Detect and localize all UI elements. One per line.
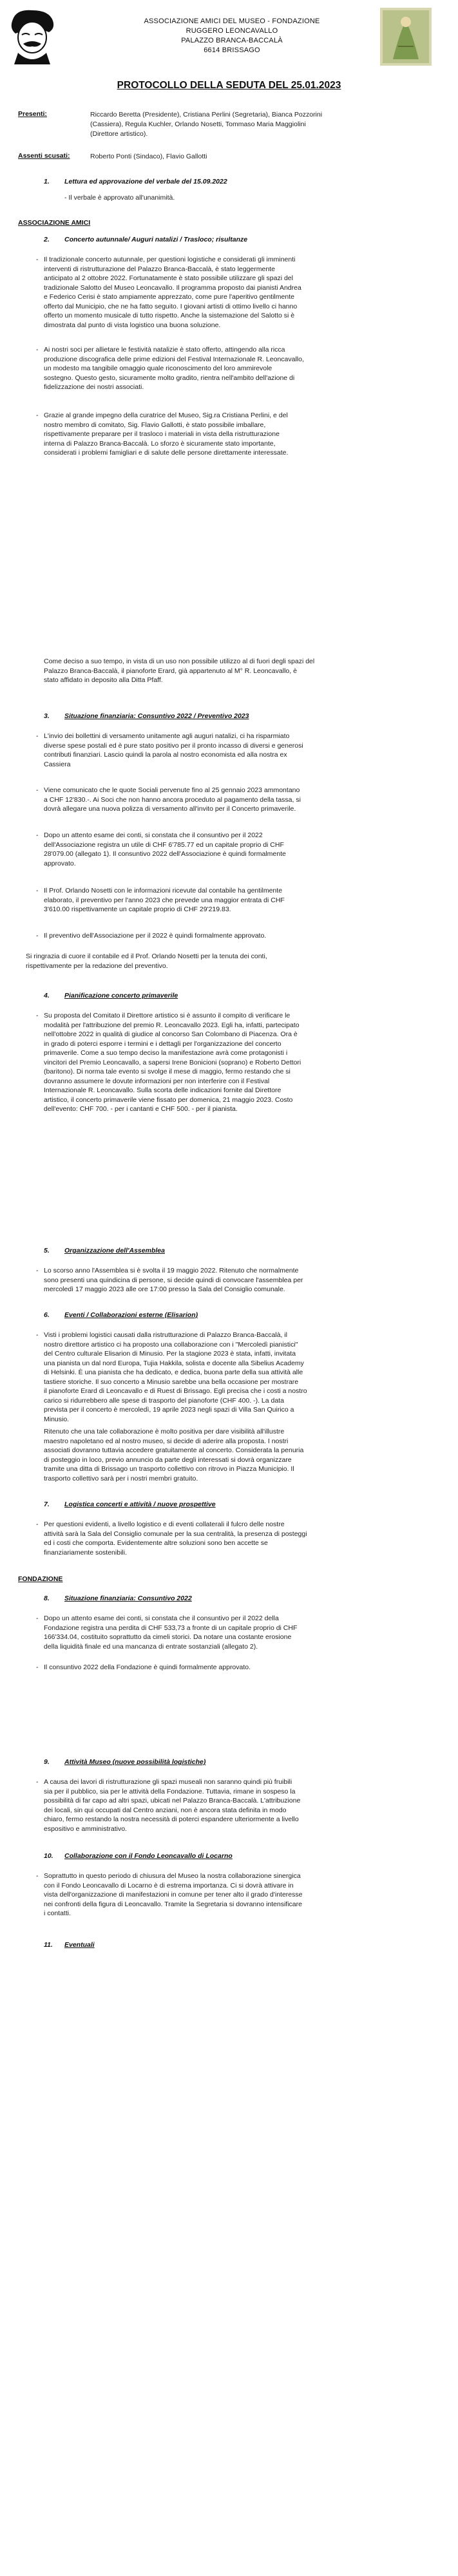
text-line: Come deciso a suo tempo, in vista di un uso non possibile utilizzo al di fuori degli spazi del [44,658,315,665]
section-4-premio [44,1011,421,1114]
text-line: diverse spese postali ed è pure stato positivo per il pronto incasso di diversi e generosi [44,741,303,750]
text-line: - Visti i problemi logistici causati dalla ristrutturazione di Palazzo Branca-Baccalà, il [44,1331,287,1339]
presenti-line-3: (Direttore artistico). [90,130,148,138]
section-9-number: 9. [44,1758,50,1766]
text-line: dovranno assumere le dovute informazioni per non interferire con il Festival [44,1077,270,1085]
text-line: fidelizzazione dei nostri associati. [44,383,144,391]
text-line: sia per il pubblico, sia per le attività della Fondazione. Tuttavia, rimane in sospeso la [44,1787,296,1795]
text-line: di Helsinki. È una pianista che ha dedicato, e dedica, buona parte della sua attività alle [44,1368,303,1376]
section-6-elisarion [44,1331,421,1424]
section-9-museo [44,1777,421,1833]
text-line: - Viene comunicato che le quote Sociali pervenute fino al 25 gennaio 2023 ammontano [44,786,300,794]
text-line: artistico, il concerto primaverile viene fissato per domenica, 21 maggio 2023. Costo [44,1095,293,1104]
text-line: possibilità di far capo ad altri spazi, ubicati nel Palazzo Branca-Baccalà. L'attribuzione [44,1797,301,1804]
text-line: espositivo e amministrativo. [44,1824,127,1833]
text-line: tradizionale Salotto del Museo Leoncavallo. Il programma proposto dai pianisti Andrea [44,283,301,292]
section-10-title: Collaborazione con il Fondo Leoncavallo di Locarno [64,1852,233,1860]
text-line: Si ringrazia di cuore il contabile ed il Prof. Orlando Nosetti per la tenuta dei conti, [26,952,267,960]
section-4-title: Pianificazione concerto primaverile [64,992,178,999]
section-8-title: Situazione finanziaria: Consuntivo 2022 [64,1595,192,1602]
text-line: stato affidato in deposito alla Ditta Pfaff. [44,676,163,684]
illustration-logo [380,8,432,66]
section-3-number: 3. [44,712,50,720]
text-line: - Il tradizionale concerto autunnale, per questioni logistiche e considerati gli imminenti [44,256,296,263]
section-9-title: Attività Museo (nuove possibilità logistiche) [64,1758,206,1766]
text-line: nostro membro di comitato, Sig. Flavio Gallotti, è stato possibile imballare, [44,421,266,429]
text-line: attività sarà la Sala del Consiglio comunale per la sua centralità, la presenza di posteggi [44,1530,307,1538]
section-2-paragraph-pianoforte [44,657,421,685]
text-line: offerto dal Municipio, che ne ha fatto seguito. I giovani artisti di ottimo livello ci hanno [44,302,298,310]
section-4-number: 4. [44,992,50,999]
text-line: finanziariamente sostenibili. [44,1548,127,1557]
section-3-title: Situazione finanziaria: Consuntivo 2022 / Preventivo 2023 [64,712,249,720]
section-7-title: Logistica concerti e attività / nuove prospettive [64,1501,216,1508]
assenti-label: Assenti scusati: [18,152,70,160]
text-line: elaborato, il preventivo per l'anno 2023 che prevede una maggior entrata di CHF [44,896,285,904]
section-7-number: 7. [44,1501,50,1508]
text-line: offerto un momento musicale di tutto rispetto. Anche la sistemazione del Salotto si è [44,312,295,319]
text-line: - Il Prof. Orlando Nosetti con le informazioni ricevute dal contabile ha gentilmente [44,887,283,895]
text-line: sono presenti una quindicina di persone, si decide quindi di convocare l'assemblea per [44,1276,303,1284]
text-line: vincitori del Premio Leoncavallo, a sapersi Irene Bonicioni (soprano) e Roberto Dettori [44,1058,301,1066]
text-line: i contatti. [44,1909,72,1917]
text-line: 28'079.00 (allegato 1). Il consuntivo 2022 dell'Associazione è quindi formalmente [44,850,286,858]
text-line: un modesto ma tangibile omaggio quale riconoscimento del loro ammirevole [44,365,272,372]
fondazione-heading: FONDAZIONE [18,1575,63,1583]
text-line: approvato. [44,859,76,867]
section-1-title: Lettura ed approvazione del verbale del 15.09.2022 [64,178,227,185]
section-3-preventivo [44,886,421,914]
text-line: maestro napoletano ed al nostro museo, si decide di aderire alla proposta. I nostri [44,1437,289,1445]
section-7-logistica [44,1520,421,1557]
text-line: chiaro, fermo restando la nostra necessità di poterci espandere ulteriormente a livello [44,1815,299,1823]
text-line: del Centro culturale Elisarion di Minusio. Per la stagione 2023 è stata, infatti, invitata [44,1350,296,1358]
text-line: - Dopo un attento esame dei conti, si constata che il consuntivo per il 2022 [44,831,263,839]
presenti-line-1: Riccardo Beretta (Presidente), Cristiana Perlini (Segretaria), Bianca Pozzorini [90,111,323,118]
text-line: vista dell'organizzazione di manifestazioni in comune per tener alto il grado d'interesse [44,1891,303,1899]
section-3-bollettini [44,732,421,769]
text-line: dovrà allegare una nuova polizza di versamento all'invito per il Concerto primaverile. [44,805,296,813]
text-line: mercoledì 17 maggio 2023 alle ore 17:00 presso la Sala del Consiglio comunale. [44,1285,285,1293]
text-line: una pianista un dal nord Europa, Tujia Hakkila, solista e docente alla Sibelius Academy [44,1359,304,1367]
section-8-number: 8. [44,1595,50,1602]
text-line: dell'evento: CHF 700. - per i cantanti e CHF 500. - per il pianista. [44,1105,238,1113]
text-line: associati dovranno tuttavia accedere gratuitamente al concerto. Considerata la penuria [44,1446,304,1454]
text-line: rispettivamente preparare per il trasloco i materiali in vista della ristrutturazione [44,430,280,438]
section-6-title: Eventi / Collaborazioni esterne (Elisarion) [64,1311,198,1319]
text-line: e Federico Cerisi è stato ampiamente apprezzato, come pure l'aperitivo gentilmente [44,293,294,301]
text-line: trasporto collettivo sarà per i nostri membri gratuito. [44,1474,198,1482]
text-line: ed i costi che comporta. Evidentemente altre soluzioni sono ben accette se [44,1539,268,1547]
section-3-quote-sociali [44,786,421,814]
text-line: dei locali, sin qui occupati dal Centro anziani, non è ancora stata definita in modo [44,1806,287,1814]
text-line: (baritono). Di norma tale evento si svolge il mese di maggio, fermo restando che si [44,1068,291,1075]
text-line: primaverile. Come a suo tempo deciso la manifestazione avrà come protagonisti i [44,1049,288,1057]
section-5-number: 5. [44,1247,50,1255]
text-line: tastiere storiche. Il suo concerto a Minusio sarebbe una bella occasione per mostrare [44,1378,299,1386]
section-10-number: 10. [44,1852,53,1860]
text-line: in grado di poterci esporre i termini e i dettagli per l'organizzazione del concerto [44,1039,281,1048]
text-line: - Dopo un attento esame dei conti, si constata che il consuntivo per il 2022 della [44,1615,279,1622]
letterhead [0,4,458,71]
section-11-number: 11. [44,1941,53,1949]
text-line: - L'invio dei bollettini di versamento unitamente agli auguri natalizi, ci ha risparmiato [44,732,290,740]
document-title: PROTOCOLLO DELLA SEDUTA DEL 25.01.2023 [117,80,341,91]
text-line: - Per questioni evidenti, a livello logistico e di eventi collaterali il fulcro delle nostre [44,1520,285,1528]
text-line: modalità per l'attribuzione del premio R. Leoncavallo 2023. Egli ha, infatti, partecipato [44,1021,300,1029]
text-line: considerati i problemi famigliari e di salute delle persone direttamente interessate. [44,449,289,457]
section-3-consuntivo [44,831,421,868]
section-2-title: Concerto autunnale/ Auguri natalizi / Trasloco; risultanze [64,236,248,243]
text-line: tramite una ditta di Brissago un trasporto collettivo con ritrovo in Piazza Municipio. Il [44,1465,294,1473]
text-line: Fondazione registra una perdita di CHF 533,73 a fronte di un capitale proprio di CHF [44,1624,298,1632]
text-line: nei confronti della figura di Leoncavallo. Tramite la Segretaria si dovranno intensificare [44,1900,302,1908]
section-10-fondo-locarno [44,1871,421,1918]
leoncavallo-portrait-logo [4,6,61,66]
text-line: Cassiera [44,760,71,768]
text-line: con il Fondo Leoncavallo di Locarno è di estrema importanza. Ci si dovrà attivare in [44,1881,294,1889]
text-line: sostegno. Questo gesto, sicuramente molto gradito, rientra nell'ambito dell'azione di [44,374,295,382]
text-line: 166'334.04, costituito soprattutto da cimeli storici. Da notare una costante erosione [44,1633,292,1641]
assoc-line-2: RUGGERO LEONCAVALLO [186,27,278,35]
section-6-collaborazione [44,1427,421,1483]
text-line: Palazzo Branca-Baccalà, il pianoforte Erard, già appartenuto al M° R. Leoncavallo, è [44,667,297,675]
text-line: - A causa dei lavori di ristrutturazione gli spazi museali non saranno quindi più fruibili [44,1778,292,1786]
section-1-text: - Il verbale è approvato all'unanimità. [64,194,175,202]
text-line: carico si ridurrebbero alle spese di trasporto del pianoforte (CHF 400. -). La data [44,1396,284,1405]
section-2-paragraph-concerto [44,255,421,330]
text-line: il pianoforte Erard di Leoncavallo e di Ruest di Brissago. Egli precisa che i costi a nostro [44,1387,307,1395]
text-line: Ritenuto che una tale collaborazione è molto positiva per dare visibilità all'illustre [44,1428,285,1435]
text-line: interna di Palazzo Branca-Baccalà. Lo sforzo è sicuramente stato importante, [44,439,276,448]
section-8-consuntivo [44,1614,421,1651]
assoc-line-4: 6614 BRISSAGO [204,46,260,54]
text-line: Minusio. [44,1415,70,1423]
text-line: anticipato al 2 ottobre 2022. Fortunatamente è stato possibile utilizzare gli spazi del [44,274,293,282]
text-line: interventi di ristrutturazione del Palazzo Branca-Baccalà, è stato leggermente [44,265,275,273]
text-line: della liquidità finale ed una mancanza di entrate sostanziali (allegato 2). [44,1642,258,1651]
section-8-approvato: - Il consuntivo 2022 della Fondazione è quindi formalmente approvato. [44,1663,421,1672]
section-2-number: 2. [44,236,50,243]
section-5-assemblea [44,1266,421,1294]
text-line: dell'Associazione registra un utile di CHF 6'785.77 ed un capitale proprio di CHF [44,840,284,849]
section-1-number: 1. [44,178,50,185]
associazione-amici-heading: ASSOCIAZIONE AMICI [18,219,91,227]
text-line: dimostrata dal punto di vista logistico una buona soluzione. [44,321,221,329]
text-line: rispettivamente per la redazione del preventivo. [26,961,168,970]
text-line: contributi finanziari. Lascio quindi la parola al nostro economista ed alla nostra ex [44,751,287,759]
section-6-number: 6. [44,1311,50,1319]
text-line: prevista per il concerto è mercoledì, 19 aprile 2023 negli spazi di Villa San Quirico a [44,1406,294,1414]
presenti-line-2: (Cassiera), Regula Kuchler, Orlando Nosetti, Tommaso Maria Maggiolini [90,120,306,128]
section-2-paragraph-trasloco [44,411,421,458]
text-line: 3'610.00 rispettivamente un capitale proprio di CHF 29'219.83. [44,905,231,913]
text-line: - Su proposta del Comitato il Direttore artistico si è assunto il compito di verificare le [44,1012,291,1019]
text-line: nell'ottobre 2022 in qualità di giudice al concorso San Colombano di Piacenza. Ora è [44,1030,298,1038]
text-line: - Lo scorso anno l'Assemblea si è svolta il 19 maggio 2022. Ritenuto che normalmente [44,1267,299,1274]
assoc-line-3: PALAZZO BRANCA-BACCALÀ [181,37,283,44]
section-11-title: Eventuali [64,1941,95,1949]
section-3-preventivo-approvato: - Il preventivo dell'Associazione per il 2022 è quindi formalmente approvato. [44,931,421,941]
section-3-ringraziamento [26,952,421,971]
section-2-paragraph-auguri [44,345,421,392]
text-line: - Soprattutto in questo periodo di chiusura del Museo la nostra collaborazione sinergica [44,1872,301,1880]
text-line: Internazionale R. Leoncavallo. Sulla scorta delle indicazioni fornite dal Direttore [44,1086,281,1094]
section-5-title: Organizzazione dell'Assemblea [64,1247,165,1255]
presenti-label: Presenti: [18,110,47,118]
assenti-value: Roberto Ponti (Sindaco), Flavio Gallotti [90,153,207,160]
text-line: - Ai nostri soci per allietare le festività natalizie è stato offerto, attingendo alla ricca [44,346,285,354]
text-line: nostro direttore artistico ci ha proposto una collaborazione con i "Mercoledì pianistici" [44,1340,298,1349]
text-line: produzione discografica delle prime edizioni del Festival Internazionale R. Leoncavallo, [44,355,304,363]
assoc-line-1: ASSOCIAZIONE AMICI DEL MUSEO - FONDAZIONE [144,17,320,25]
text-line: a CHF 12'830.-. Ai Soci che non hanno ancora proceduto al pagamento della tassa, si [44,795,301,804]
text-line: - Grazie al grande impegno della curatrice del Museo, Sig.ra Cristiana Perlini, e del [44,412,288,419]
text-line: di posteggio in loco, previo annuncio da parte degli interessati si dovrà organizzare [44,1455,292,1464]
